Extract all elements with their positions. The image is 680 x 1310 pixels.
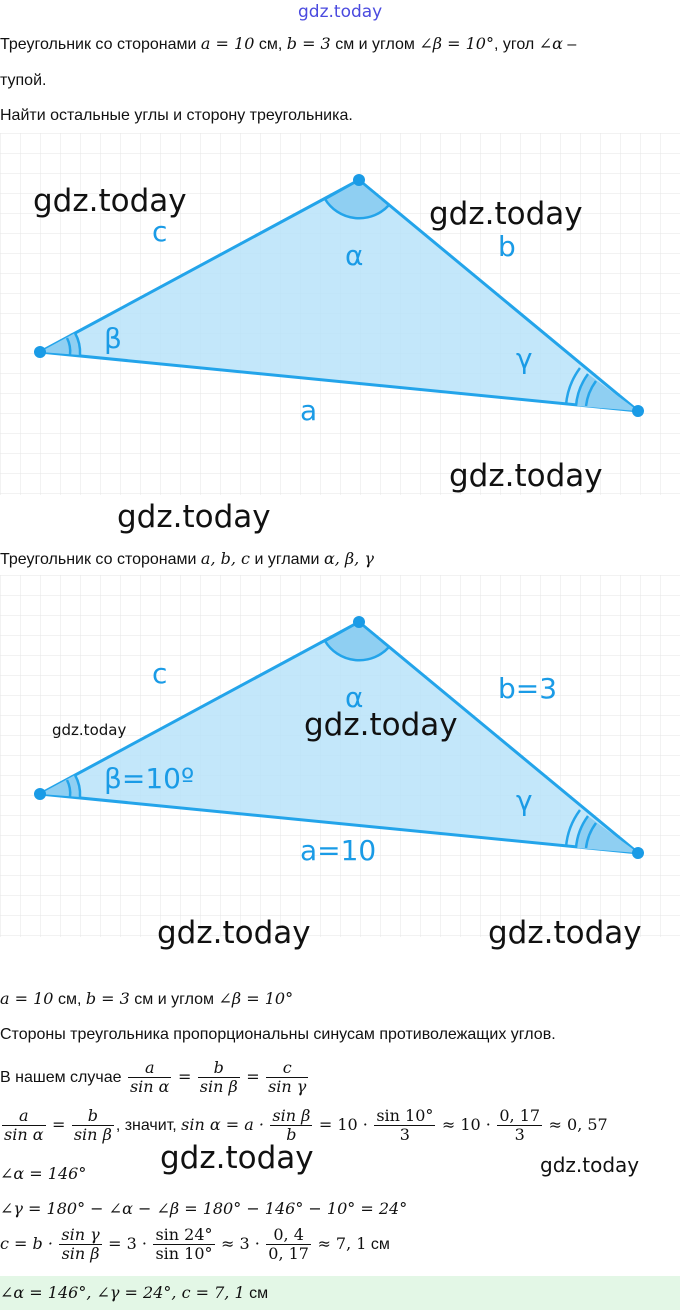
fraction-sin24-sin10: $\frac{\sin 24^\circ}{\sin 10^\circ}$ [155, 1225, 213, 1264]
watermark: gdz.today [449, 458, 603, 494]
fraction-04-017: $\frac{0, 4}{0, 17}$ [268, 1225, 309, 1264]
problem-task: Найти остальные углы и сторону треугольника. [0, 107, 353, 124]
fraction-b-sinb-2: $\frac{b}{\text{sin β}}$ [73, 1106, 112, 1145]
given-prefix: Треугольник со сторонами [0, 551, 197, 568]
law-of-sines-text: Стороны треугольника пропорциональны синусам противолежащих углов. [0, 1026, 556, 1043]
fig1-label-c: c [152, 215, 168, 248]
answer-text: ∠α = 146°, ∠γ = 24°, c = 7, 1 [0, 1283, 245, 1302]
given-b: b = 3 [85, 989, 130, 1008]
fig2-label-gamma: γ [516, 784, 533, 817]
fraction-b-sinb: $\frac{b}{\text{sin β}}$ [199, 1058, 238, 1097]
given-beta: ∠β = 10° [218, 989, 294, 1008]
watermark: gdz.today [117, 499, 271, 535]
answer [0, 1283, 268, 1303]
fraction-c-sing: $\frac{c}{\text{sin γ}}$ [268, 1058, 307, 1097]
case-prefix: В нашем случае [0, 1069, 122, 1087]
fig1-label-a: a [300, 394, 318, 427]
watermark-top: gdz.today [298, 2, 383, 22]
fraction-sing-sinb: $\frac{\text{sin γ}}{\text{sin β}}$ [61, 1225, 100, 1264]
problem-line-1: Треугольник со сторонами a = 10 см, b = 3 см и углом ∠β = 10°, угол ∠α – [0, 34, 577, 53]
watermark: gdz.today [488, 915, 642, 951]
problem-alpha: ∠α [538, 34, 563, 53]
fraction-017-3: $\frac{0, 17}{3}$ [499, 1106, 541, 1145]
given-description [0, 549, 374, 569]
given-sides: a, b, c [200, 549, 250, 568]
triangle-figure-2 [0, 575, 680, 937]
fig1-label-alpha: α [345, 239, 364, 272]
given-unit: см, [57, 991, 82, 1008]
answer-unit: см [249, 1285, 269, 1302]
fraction-sin10-3: $\frac{\sin 10^\circ}{3}$ [376, 1106, 434, 1145]
given-a: a = 10 [0, 989, 54, 1008]
fraction-sinb-b: $\frac{\text{sin β}}{b}$ [272, 1106, 311, 1145]
fig2-label-c: c [152, 657, 168, 690]
fig2-label-a: a=10 [300, 834, 377, 867]
problem-prefix: Треугольник со сторонами [0, 36, 197, 53]
given-values [0, 989, 293, 1009]
fig1-label-beta: β [104, 322, 122, 355]
fig2-label-b: b=3 [498, 672, 558, 705]
given-angles: α, β, γ [323, 549, 374, 568]
problem-line-2: тупой. [0, 72, 47, 89]
law-of-sines-formula: В нашем случае $\frac{a}{\text{sin α}}$ = $\frac{b}{\text{sin β}}$ = $\frac{c}{\text{sin γ}}$ [0, 1058, 307, 1097]
problem-beta: ∠β = 10° [419, 34, 494, 53]
problem-unit: см [258, 36, 278, 53]
problem-b: b = 3 [286, 34, 331, 53]
fig1-label-b: b [498, 230, 516, 263]
watermark: gdz.today [429, 196, 583, 232]
watermark: gdz.today [157, 915, 311, 951]
c-formula: c = b · $\frac{\text{sin γ}}{\text{sin β}}$ = 3 · $\frac{\sin 24^\circ}{\sin 10^\circ}$ ≈ 3 · $\frac{0, 4}{0, 17}$ ≈ 7, 1 см [0, 1225, 390, 1264]
fig2-label-beta: β=10º [104, 762, 195, 795]
given-mid: и углами [254, 551, 320, 568]
problem-dash: – [567, 36, 577, 53]
fig2-label-alpha: α [345, 681, 364, 714]
problem-a: a = 10 [200, 34, 255, 53]
fraction-a-sina-2: $\frac{a}{\text{sin α}}$ [4, 1106, 44, 1145]
problem-angle-alpha-prefix: угол [502, 36, 535, 53]
sin-alpha-formula: $\frac{a}{\text{sin α}}$ = $\frac{b}{\text{sin β}}$ , значит, sin α = a · $\frac{\text{sin β}}{b}$ = 10 · $\frac{\sin 10^\circ}{3}$ ≈ 10 · $\frac{0, 17}{3}$ ≈ 0, 57 [4, 1106, 608, 1145]
watermark: gdz.today [540, 1153, 640, 1177]
problem-unit-2: см [335, 36, 355, 53]
watermark: gdz.today [33, 183, 187, 219]
fig1-label-gamma: γ [516, 342, 533, 375]
gamma-formula: ∠γ = 180° − ∠α − ∠β = 180° − 146° − 10° = 24° [0, 1199, 408, 1218]
problem-angle-word: и углом [358, 36, 415, 53]
fraction-a-sina: $\frac{a}{\text{sin α}}$ [129, 1058, 170, 1097]
answer-box [0, 1276, 680, 1310]
alpha-result: ∠α = 146° [0, 1164, 87, 1183]
watermark: gdz.today [304, 707, 458, 743]
watermark: gdz.today [160, 1140, 314, 1176]
watermark: gdz.today [52, 721, 127, 739]
given-unit-2: см и углом [134, 991, 215, 1008]
